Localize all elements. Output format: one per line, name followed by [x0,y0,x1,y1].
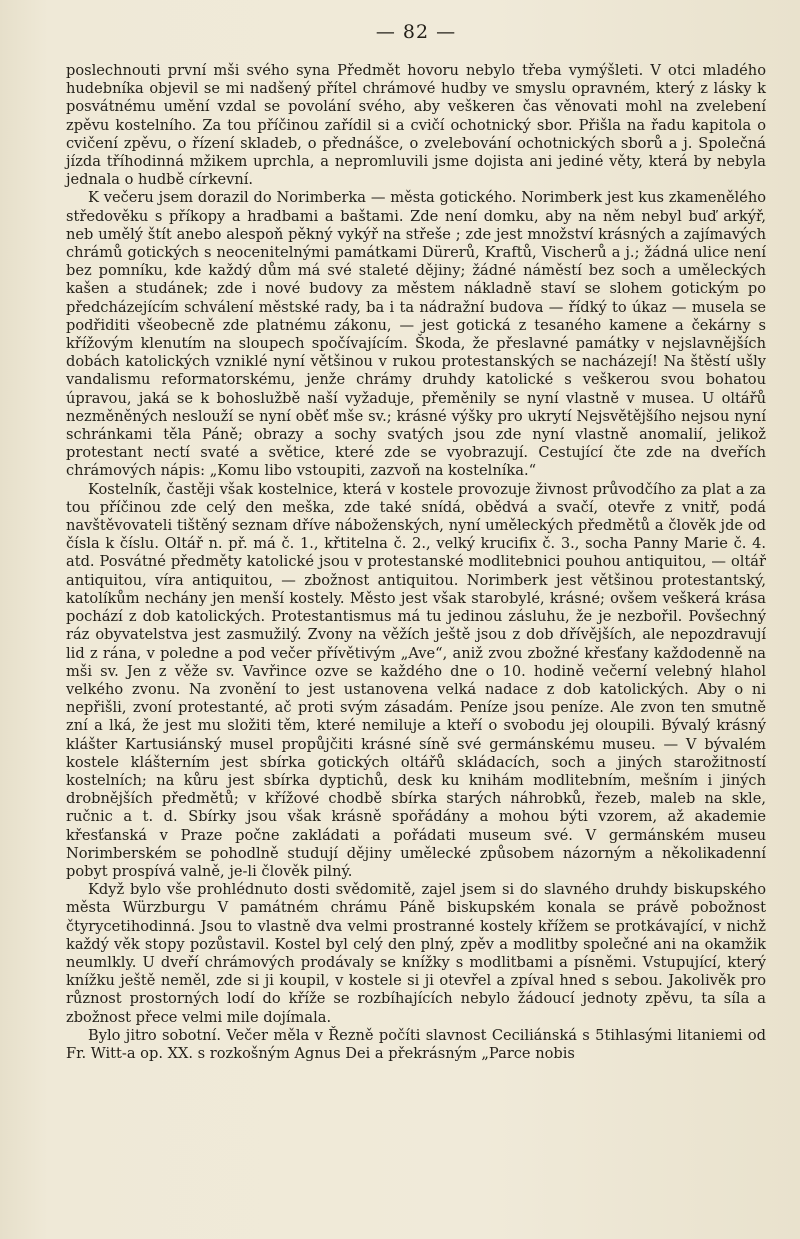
page-number: — 82 — [375,21,457,43]
body-text [66,62,766,1063]
paragraph: Když bylo vše prohlédnuto dosti svědomitě, zajel jsem si do slavného druhdy biskupského města Würzburgu V památném chrámu Páně biskupském konala se právě pobožnost čtyrycetihodinná. Jsou to vlastně dva velmi prostranné kostely křížem se protkávající, v nichž každý věk stopy pozůstavil. Kostel byl celý den plný, zpěv a modlitby společné ani na okamžik neumlkly. U dveří chrámových prodávaly se knížky s modlitbami a písněmi. Vstupující, který knížku ještě neměl, zde si ji koupil, v kostele si ji otevřel a zpíval hned s sebou. Jakolivěk pro různost prostorných lodí do kříže se rozbíhajících nebylo žádoucí jednoty zpěvu, ta síla a zbožnost přece velmi mile dojímala. [66,881,766,1026]
paragraph: K večeru jsem dorazil do Norimberka — města gotického. Norimberk jest kus zkamenělého středověku s příkopy a hradbami a baštami. Zde není domku, aby na něm nebyl buď arkýř, neb umělý štít anebo alespoň pěkný vykýř na střeše ; zde jest množství krásných a zajímavých chrámů gotických s neocenitelnými památkami Dürerů, Kraftů, Vischerů a j.; žádná ulice není bez pomníku, kde každý dům má své staleté dějiny; žádné náměstí bez soch a uměleckých kašen a studánek; zde i nové budovy za městem nákladně staví se slohem gotickým po předcházejícím schválení městské rady, ba i ta nádražní budova — řídký to úkaz — musela se podřiditi všeobecně zde platnému zákonu, — jest gotická z tesaného kamene a čekárny s křížovým klenutím na sloupech spočívajícím. Škoda, že přeslavné památky v nejslavnějších dobách katolických vzniklé nyní většinou v rukou protestanských se nacházejí! Na štěstí ušly vandalismu reformatorskému, jenže chrámy druhdy katolické s veškerou svou bohatou úpravou, jaká se k bohoslužbě naší vyžaduje, přeměnily se nyní vlastně v musea. U oltářů nezměněných neslouží se nyní oběť mše sv.; krásné výšky pro ukrytí Nejsvětějšího nejsou nyní schránkami těla Páně; obrazy a sochy svatých jsou zde nyní vlastně anomalií, jelikož protestant nectí svaté a světice, které zde se vyobrazují. Cestující čte zde na dveřích chrámových nápis: „Komu libo vstoupiti, zazvoň na kostelníka.“ [66,189,766,480]
paragraph: Kostelník, častěji však kostelnice, která v kostele provozuje živnost průvodčího za plat a za tou příčinou zde celý den meška, zde také snídá, obědvá a svačí, otevře z vnitř, podá navštěvovateli tištěný seznam dříve náboženských, nyní uměleckých předmětů a člověk jde od čísla k číslu. Oltář n. př. má č. 1., křtitelna č. 2., velký krucifix č. 3., socha Panny Marie č. 4. atd. Posvátné předměty katolické jsou v protestanské modlitebnici pouhou antiquitou, — oltář antiquitou, víra antiquitou, — zbožnost antiquitou. Norimberk jest většinou protestantský, katolíkům nechány jen menší kostely. Město jest však starobylé, krásné; ovšem veškerá krása pochází z dob katolických. Protestantismus má tu jedinou zásluhu, že je nezbořil. Povšechný ráz obyvatelstva jest zasmužilý. Zvony na věžích ještě jsou z dob dřívějších, ale nepozdravují lid z rána, v poledne a pod večer přívětivým „Ave“, aniž zvou zbožné křesťany každodenně na mši sv. Jen z věže sv. Vavřince ozve se každého dne o 10. hodině večerní velebný hlahol velkého zvonu. Na zvonění to jest ustanovena velká nadace z dob katolických. Aby o ni nepřišli, zvoní protestanté, ač proti svým zásadám. Peníze jsou peníze. Ale zvon ten smutně zní a lká, že jest mu složiti těm, které nemiluje a kteří o svobodu jej oloupili. Bývalý krásný klášter Kartusiánský musel propůjčiti krásné síně své germánskému museu. — V bývalém kostele klášterním jest sbírka gotických oltářů skládacích, soch a jiných starožitností kostelních; na kůru jest sbírka dyptichů, desk ku knihám modlitebním, mešním i jiných drobnějších předmětů; v křížové chodbě sbírka starých náhrobků, řezeb, maleb na skle, ručnic a t. d. Sbírky jsou však krásně spořádány a mohou býti vzorem, až akademie křesťanská v Praze počne zakládati a pořádati museum své. V germánském museu Norimberském se pohodlně studují dějiny umělecké způsobem názorným a několikadenní pobyt prospívá valně, je-li člověk pilný. [66,480,766,880]
paragraph: poslechnouti první mši svého syna Předmět hovoru nebylo třeba vymýšleti. V otci mladého hudebníka objevil se mi nadšený přítel chrámové hudby ve smyslu opravném, který z lásky k posvátnému umění vzdal se povolání svého, aby veškeren čas věnovati mohl na zvelebení zpěvu kostelního. Za tou příčinou zařídil si a cvičí ochotnický sbor. Přišla na řadu kapitola o cvičení zpěvu, o řízení skladeb, o přednášce, o zvelebování ochotnických sborů a j. Společná jízda tříhodinná mžikem uprchla, a nepromluvili jsme dojista ani jediné věty, která by nebyla jednala o hudbě církevní. [66,62,766,189]
paragraph: Bylo jitro sobotní. Večer měla v Řezně počíti slavnost Ceciliánská s 5tihlasými litaniemi od Fr. Witt-a op. XX. s rozkošným Agnus Dei a překrásným „Parce nobis [66,1026,766,1062]
